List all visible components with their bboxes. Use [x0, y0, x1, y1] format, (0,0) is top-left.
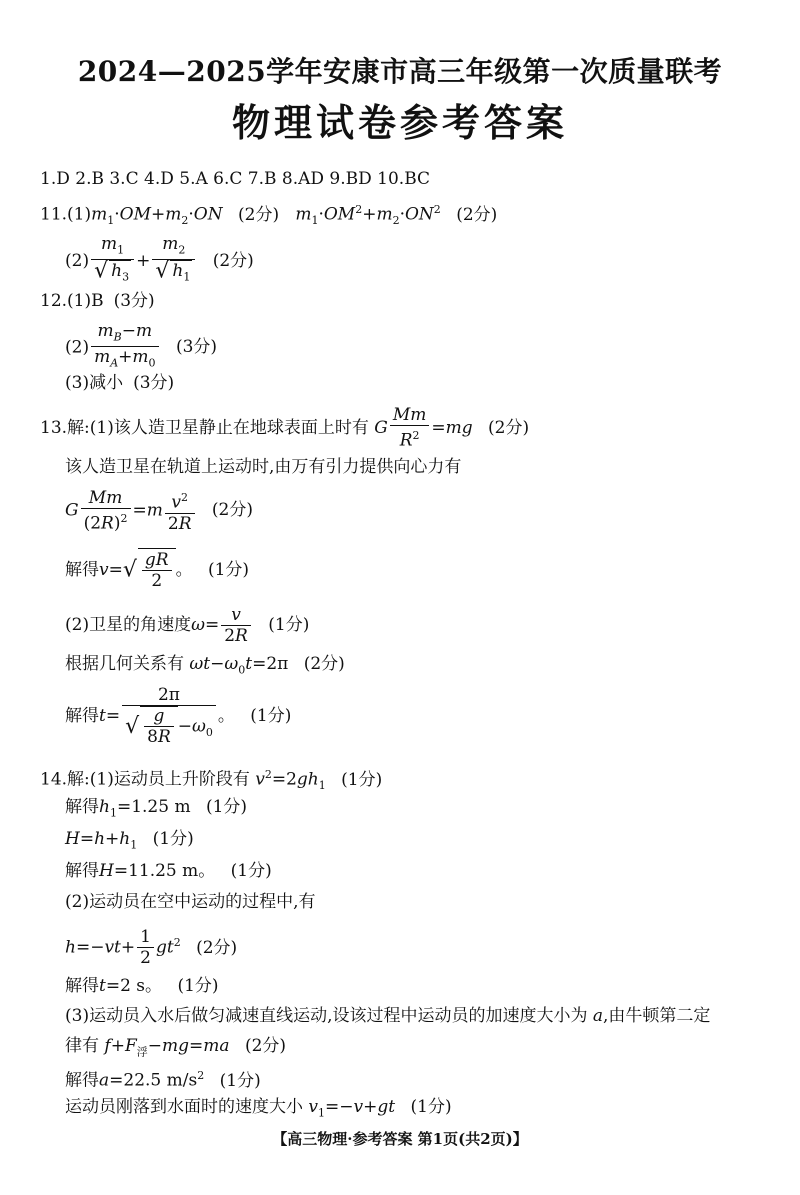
q13-line4: 解得v=√ $\frac{gR}{2}$ 。 (1分) — [65, 549, 250, 591]
q14-line6: h=−vt+ $\frac{1}{2}$ $gt^2$ (2分) — [65, 927, 238, 969]
q13-line2: 该人造卫星在轨道上运动时,由万有引力提供向心力有 — [65, 457, 462, 477]
q12-part1: 12.(1)B (3分) — [40, 291, 155, 311]
answer-title: 物理试卷参考答案 — [231, 100, 568, 145]
q13-line3: G $\frac{Mm}{(2R)^2}$ =m $\frac{v^2}{2R}$ (2分) — [65, 487, 254, 534]
q14-line3: $H=h+h_1$ (1分) — [65, 829, 194, 852]
q14-line11: 运动员刚落到水面时的速度大小 $v_1=-v+gt$ (1分) — [65, 1097, 452, 1120]
q14-line10: 解得a=22.5 $m/s^2$ (1分) — [65, 1069, 261, 1091]
page-footer: 【高三物理·参考答案 第1页(共2页)】 — [272, 1130, 528, 1148]
q14-line8: (3)运动员入水后做匀减速直线运动,设该过程中运动员的加速度大小为 a,由牛顿第二定 — [65, 1006, 711, 1026]
q13-line1: 13.解:(1)该人造卫星静止在地球表面上时有 G $\frac{Mm}{R^2}$ =mg (2分) — [40, 405, 530, 451]
q14-line5: (2)运动员在空中运动的过程中,有 — [65, 892, 316, 912]
choice-answers: 1.D 2.B 3.C 4.D 5.A 6.C 7.B 8.AD 9.BD 10.BC — [40, 169, 431, 189]
q14-line1: 14.解:(1)运动员上升阶段有 $v^2=2gh_1$ (1分) — [40, 768, 383, 793]
q13-line5: (2)卫星的角速度ω= $\frac{v}{2R}$ (1分) — [65, 604, 310, 646]
q13-line7: 解得t= 2π √ $\frac{g}{8R}$ $-\omega_0$ 。 (1分) — [65, 685, 292, 747]
q11-part1: $11.(1)m_1\cdot OM+m_2\cdot ON$ (2分) $m_1\cdot OM^2+m_2\cdot ON^2$ (2分) — [40, 203, 498, 228]
q14-line4: 解得H=11.25 m。 (1分) — [65, 861, 272, 881]
q14-line9: 律有 $f+F_浮-mg=ma$ (2分) — [65, 1036, 287, 1059]
q14-line7: 解得t=2 s。 (1分) — [65, 976, 219, 996]
q14-line2: 解得$h_1=1.25$ m (1分) — [65, 797, 248, 820]
q13-line6: 根据几何关系有 $\omega t-\omega_0t=2\pi$ (2分) — [65, 654, 345, 677]
q12-part3: (3)减小 (3分) — [65, 373, 175, 393]
q11-part2: (2) $\frac{m_1}{√ h_3}$ + $\frac{m_2}{√ h_1}$ (2分) — [65, 235, 254, 288]
q12-part2: (2) $\frac{m_B-m}{m_A+m_0}$ (3分) — [65, 321, 218, 370]
exam-title: 2024—2025学年安康市高三年级第一次质量联考 — [77, 55, 723, 88]
